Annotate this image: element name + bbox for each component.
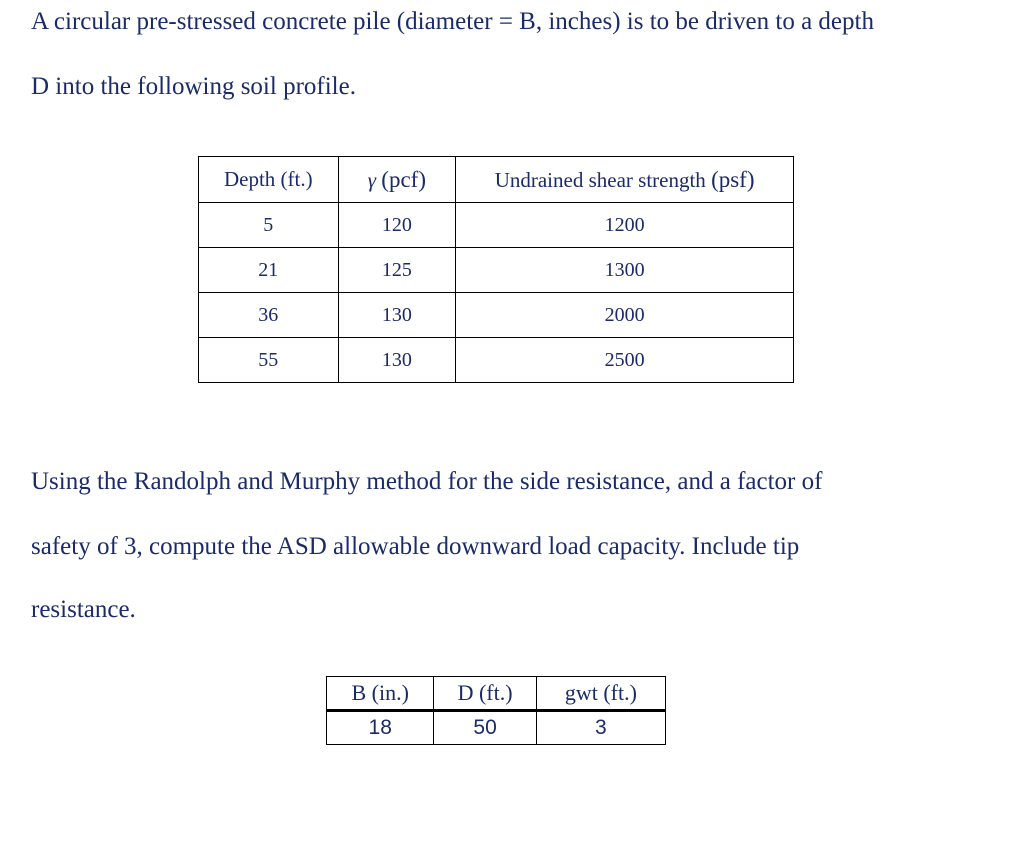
table-row xyxy=(199,338,794,383)
header-diameter: B (in.) xyxy=(327,677,434,711)
header-depth: D (ft.) xyxy=(434,677,536,711)
diameter-value: 18 xyxy=(327,711,434,745)
strength-unit: (psf) xyxy=(711,166,755,192)
unit-weight-cell: 120 xyxy=(338,203,456,248)
header-shear-strength xyxy=(456,157,794,203)
intro-line-2: D into the following soil profile. xyxy=(31,73,356,100)
param-value-row xyxy=(327,711,666,745)
shear-strength-cell: 2500 xyxy=(456,338,794,383)
depth-value: 50 xyxy=(434,711,536,745)
table-row xyxy=(199,293,794,338)
table-row xyxy=(199,248,794,293)
soil-profile-table xyxy=(198,156,794,383)
pile-parameters-table xyxy=(326,676,666,745)
shear-strength-cell: 1300 xyxy=(456,248,794,293)
question-line-3: resistance. xyxy=(31,596,136,623)
soil-table-header-row xyxy=(199,157,794,203)
shear-strength-cell: 2000 xyxy=(456,293,794,338)
depth-cell: 21 xyxy=(199,248,339,293)
header-unit-weight xyxy=(338,157,456,203)
unit-weight-cell: 130 xyxy=(338,293,456,338)
depth-cell: 36 xyxy=(199,293,339,338)
header-depth: Depth (ft.) xyxy=(199,157,339,203)
gamma-unit: (pcf) xyxy=(381,166,426,192)
table-row xyxy=(199,203,794,248)
unit-weight-cell: 125 xyxy=(338,248,456,293)
header-groundwater: gwt (ft.) xyxy=(536,677,665,711)
strength-label: Undrained shear strength xyxy=(494,167,706,192)
unit-weight-cell: 130 xyxy=(338,338,456,383)
groundwater-value: 3 xyxy=(536,711,665,745)
question-line-1: Using the Randolph and Murphy method for the side resistance, and a factor of xyxy=(31,468,823,495)
param-header-row xyxy=(327,677,666,711)
depth-cell: 5 xyxy=(199,203,339,248)
shear-strength-cell: 1200 xyxy=(456,203,794,248)
depth-cell: 55 xyxy=(199,338,339,383)
question-line-2: safety of 3, compute the ASD allowable downward load capacity. Include tip xyxy=(31,533,800,560)
gamma-symbol: γ xyxy=(367,167,377,192)
intro-line-1: A circular pre-stressed concrete pile (diameter = B, inches) is to be driven to a depth xyxy=(31,8,874,35)
